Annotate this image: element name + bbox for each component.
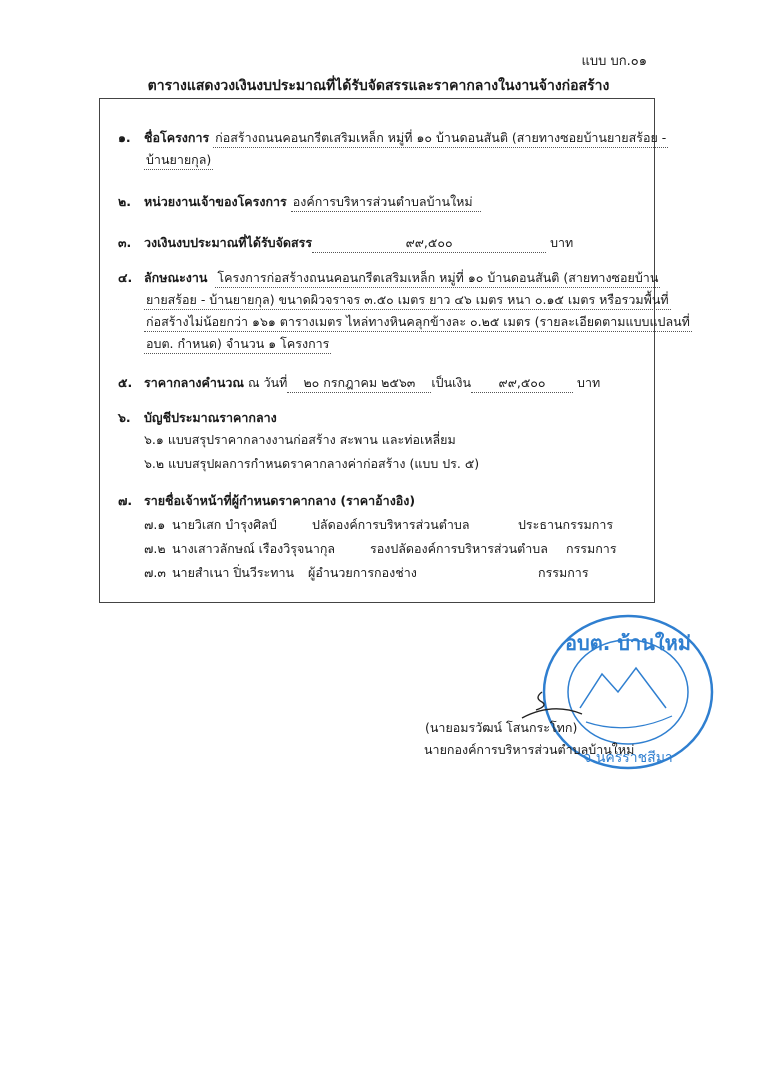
item-6-2: ๖.๒ แบบสรุปผลการกำหนดราคากลางค่าก่อสร้าง (แบบ ปร. ๕): [144, 456, 480, 471]
member-position: ปลัดองค์การบริหารส่วนตำบล: [312, 517, 470, 532]
item-4-cont-1: [144, 291, 671, 310]
member-name: นายวิเสก บำรุงศิลป์: [172, 517, 277, 532]
item-7-label: รายชื่อเจ้าหน้าที่ผู้กำหนดราคากลาง (ราคาอ้างอิง): [144, 493, 416, 508]
item-2-label: หน่วยงานเจ้าของโครงการ: [144, 194, 287, 209]
item-6-number: ๖.: [118, 410, 131, 425]
item-4-label: ลักษณะงาน: [144, 270, 208, 285]
item-4-cont-2: [144, 313, 692, 332]
item-1-label: ชื่อโครงการ: [144, 130, 210, 145]
item-3: [118, 234, 573, 253]
item-5-date-prefix: ณ วันที่: [248, 375, 288, 390]
member-name: นายสำเนา ปิ่นวีระทาน: [172, 565, 295, 580]
item-4-number: ๔.: [118, 270, 133, 285]
item-4-line-2: ยายสร้อย - บ้านยายกุล) ขนาดผิวจราจร ๓.๕๐ เมตร ยาว ๔๖ เมตร หนา ๐.๑๕ เมตร หรือรวมพื้นที่: [144, 291, 671, 310]
item-2-value: องค์การบริหารส่วนตำบลบ้านใหม่: [291, 193, 481, 212]
item-1-cont: [144, 151, 213, 170]
signatory-name: (นายอมรวัฒน์ โสนกระโทก): [425, 720, 578, 735]
member-role: กรรมการ: [538, 565, 589, 580]
item-4-cont-3: [144, 335, 331, 354]
item-6-1: ๖.๑ แบบสรุปราคากลางงานก่อสร้าง สะพาน และท่อเหลี่ยม: [144, 432, 456, 447]
item-3-number: ๓.: [118, 235, 132, 250]
item-3-label: วงเงินงบประมาณที่ได้รับจัดสรร: [144, 235, 313, 250]
item-5-unit: บาท: [577, 375, 601, 390]
signatory-position: นายกองค์การบริหารส่วนตำบลบ้านใหม่: [424, 742, 635, 757]
member-number: ๗.๒: [144, 541, 166, 556]
stamp-top-text: อบต. บ้านใหม่: [565, 631, 691, 655]
member-position: ผู้อำนวยการกองช่าง: [308, 565, 417, 580]
item-2-number: ๒.: [118, 194, 131, 209]
item-5-date: ๒๐ กรกฎาคม ๒๕๖๓: [287, 374, 431, 393]
content-box: [99, 98, 690, 603]
item-4-line-1: โครงการก่อสร้างถนนคอนกรีตเสริมเหล็ก หมู่ที่ ๑๐ บ้านดอนสันติ (สายทางซอยบ้าน: [215, 269, 660, 288]
item-1: [118, 129, 668, 148]
item-5-amount: ๙๙,๕๐๐: [471, 374, 573, 393]
item-4-line-4: อบต. กำหนด) จำนวน ๑ โครงการ: [144, 335, 331, 354]
item-4: [118, 269, 660, 288]
member-name: นางเสาวลักษณ์ เรืองวิรุจนากุล: [172, 541, 336, 556]
item-1-value: ก่อสร้างถนนคอนกรีตเสริมเหล็ก หมู่ที่ ๑๐ บ้านดอนสันติ (สายทางซอยบ้านยายสร้อย -: [213, 129, 668, 148]
item-3-unit: บาท: [550, 235, 574, 250]
item-5: [118, 374, 600, 393]
member-role: ประธานกรรมการ: [518, 517, 614, 532]
stamp-bottom-text: จ.นครราชสีมา: [583, 750, 673, 766]
item-1-value-cont: บ้านยายกุล): [144, 151, 213, 170]
item-5-label: ราคากลางคำนวณ: [144, 375, 245, 390]
item-7-number: ๗.: [118, 493, 133, 508]
item-3-value: ๙๙,๕๐๐: [312, 234, 546, 253]
item-5-amount-prefix: เป็นเงิน: [431, 375, 472, 390]
item-5-number: ๕.: [118, 375, 133, 390]
item-2: [118, 193, 481, 212]
member-role: กรรมการ: [566, 541, 617, 556]
item-6-label: บัญชีประมาณราคากลาง: [144, 410, 277, 425]
member-number: ๗.๑: [144, 517, 166, 532]
item-7: [118, 492, 415, 510]
item-4-line-3: ก่อสร้างไม่น้อยกว่า ๑๖๑ ตารางเมตร ไหล่ทางหินคลุกข้างละ ๐.๒๕ เมตร (รายละเอียดตามแบบแปลนที่: [144, 313, 692, 332]
form-code: แบบ บก.๐๑: [581, 54, 647, 69]
member-number: ๗.๓: [144, 565, 166, 580]
member-position: รองปลัดองค์การบริหารส่วนตำบล: [370, 541, 548, 556]
item-1-number: ๑.: [118, 130, 131, 145]
item-6: [118, 409, 277, 427]
page-title: ตารางแสดงวงเงินงบประมาณที่ได้รับจัดสรรและราคากลางในงานจ้างก่อสร้าง: [147, 78, 610, 94]
